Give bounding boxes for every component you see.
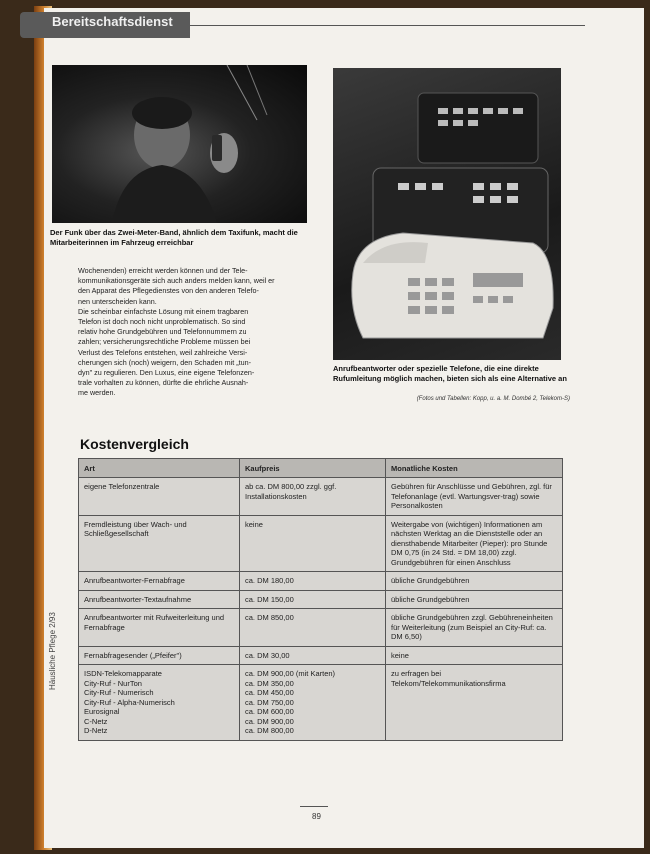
cell-monatliche-kosten — [386, 478, 563, 516]
cell-line: ca. DM 150,00 — [245, 594, 294, 604]
cell-kaufpreis — [240, 478, 386, 516]
cell-line: Gebühren für Anschlüsse und Gebühren, zgl. für Telefonanlage (evtl. Wartungsver-trag) sowie Personalkosten — [391, 482, 552, 510]
cell-line: ca. DM 600,00 — [245, 707, 294, 716]
cell-kaufpreis — [240, 572, 386, 591]
cell-art — [79, 515, 240, 572]
cell-line: ab ca. DM 800,00 zzgl. ggf. Installationskosten — [245, 482, 337, 501]
body-line: nen unterscheiden kann. — [78, 296, 157, 306]
cell-monatliche-kosten — [386, 609, 563, 647]
body-paragraph — [78, 266, 311, 399]
table-row — [79, 572, 563, 591]
cell-line: ca. DM 30,00 — [245, 650, 290, 660]
column-header-kaufpreis: Kaufpreis — [240, 459, 386, 478]
cell-monatliche-kosten — [386, 646, 563, 665]
photo-telephones — [333, 68, 561, 360]
body-line: Die scheinbar einfachste Lösung mit einem tragbaren — [78, 306, 249, 316]
cell-line: City-Ruf - Numerisch — [84, 688, 154, 697]
body-line: Wochenenden) erreicht werden können und der Tele- — [78, 266, 248, 275]
cell-line: übliche Grundgebühren — [391, 576, 470, 585]
cell-line: ca. DM 850,00 — [245, 613, 294, 622]
caption-right-photo: Anrufbeantworter oder spezielle Telefone, die eine direkte Rufumleitung möglich machen, bieten sich als eine Alternative an — [333, 364, 567, 383]
cell-art — [79, 590, 240, 609]
body-line: kommunikationsgeräte sich auch anders melden kann, weil er — [78, 276, 275, 286]
cell-line: keine — [245, 519, 263, 529]
cell-line: Anrufbeantworter-Fernabfrage — [84, 576, 185, 585]
table-row — [79, 590, 563, 609]
column-header-monatliche-kosten: Monatliche Kosten — [386, 459, 563, 478]
cell-line: ca. DM 900,00 (mit Karten) — [245, 669, 336, 678]
header-title: Bereitschaftsdienst — [52, 14, 173, 29]
table-row — [79, 515, 563, 572]
cell-line: übliche Grundgebühren — [391, 594, 470, 604]
table-row — [79, 609, 563, 647]
cell-art — [79, 609, 240, 647]
cell-line: Anrufbeantworter-Textaufnahme — [84, 594, 192, 604]
radio-operator-illustration — [52, 65, 307, 223]
cell-line: ca. DM 900,00 — [245, 716, 294, 726]
telephones-illustration — [333, 68, 561, 360]
cell-line: C-Netz — [84, 716, 108, 726]
caption-left-photo: Der Funk über das Zwei-Meter-Band, ähnlich dem Taxifunk, macht die Mitarbeiterinnen im Fahrzeug erreichbar — [50, 228, 298, 247]
cell-line: zu erfragen bei Telekom/Telekommunikationsfirma — [391, 669, 506, 688]
body-line: dyn" zu regulieren. Den Luxus, eine eigene Telefonzen- — [78, 368, 255, 378]
table-row — [79, 478, 563, 516]
cell-art — [79, 646, 240, 665]
cell-line: Fremdleistung über Wach- und Schließgesellschaft — [84, 519, 187, 538]
body-line: trale vorhalten zu können, dürfte die ehrliche Ausnah- — [78, 378, 249, 388]
body-line: cherungen sich (noch) weigern, den Schaden mit „tun- — [78, 357, 251, 367]
body-line: relativ hohe Grundgebühren und Telefonnummern zu — [78, 327, 247, 337]
section-title: Kostenvergleich — [80, 436, 189, 452]
cell-line: ISDN-Telekomapparate — [84, 669, 162, 678]
journal-side-label: Häusliche Pflege 2/93 — [48, 612, 57, 690]
cell-line: City-Ruf - Alpha-Numerisch — [84, 697, 175, 707]
table-header-row — [79, 459, 563, 478]
cell-kaufpreis — [240, 515, 386, 572]
cell-kaufpreis — [240, 646, 386, 665]
cell-art — [79, 572, 240, 591]
cell-line: keine — [391, 650, 409, 660]
cell-line: City-Ruf - NurTon — [84, 678, 142, 688]
cell-line: eigene Telefonzentrale — [84, 482, 160, 491]
cell-line: ca. DM 750,00 — [245, 697, 294, 707]
table-row — [79, 646, 563, 665]
cell-line: übliche Grundgebühren zzgl. Gebühreneinheiten für Weiterleitung (zum Beispiel an City-Ruf: ca. DM 6,50) — [391, 613, 553, 641]
cell-line: ca. DM 450,00 — [245, 688, 294, 697]
body-line: me werden. — [78, 388, 116, 398]
page-number: 89 — [312, 812, 321, 821]
cell-monatliche-kosten — [386, 665, 563, 741]
cell-kaufpreis — [240, 609, 386, 647]
photo-credit: (Fotos und Tabellen: Kopp, u. a. M. Dombé 2, Telekom-S) — [416, 396, 570, 402]
header-rule — [190, 25, 585, 26]
body-line: den Apparat des Pflegedienstes von den anderen Telefo- — [78, 286, 259, 296]
cell-line: Weitergabe von (wichtigen) Informationen am nächsten Werktag an die Dienststelle oder an diensthabende Mitarbeiter (Pieper): pro Stunde DM 0,75 (in 24 Std. = DM 18,00) zzgl. Grundgebühren für einen Anschluss — [391, 519, 548, 567]
photo-radio-operator — [52, 65, 307, 223]
cell-monatliche-kosten — [386, 515, 563, 572]
page-number-rule — [300, 806, 328, 807]
cell-line: ca. DM 180,00 — [245, 576, 294, 585]
cell-line: ca. DM 350,00 — [245, 678, 294, 688]
cell-line: Anrufbeantworter mit Rufweiterleitung und Fernabfrage — [84, 613, 225, 632]
cell-art — [79, 478, 240, 516]
table-row — [79, 665, 563, 741]
cell-kaufpreis — [240, 590, 386, 609]
body-line: Verlust des Telefons entstehen, weil zahlreiche Versi- — [78, 347, 248, 357]
cell-line: D-Netz — [84, 726, 108, 735]
cell-line: Eurosignal — [84, 707, 120, 716]
cell-line: Fernabfragesender („Pfeifer") — [84, 650, 182, 660]
body-line: Telefon ist doch noch nicht unproblematisch. So sind — [78, 317, 246, 327]
cell-art — [79, 665, 240, 741]
cell-line: ca. DM 800,00 — [245, 726, 294, 735]
cost-comparison-table — [78, 458, 563, 741]
column-header-art: Art — [79, 459, 240, 478]
cell-monatliche-kosten — [386, 590, 563, 609]
cell-monatliche-kosten — [386, 572, 563, 591]
body-line: zahlen; versicherungsrechtliche Probleme müssen bei — [78, 337, 251, 347]
cell-kaufpreis — [240, 665, 386, 741]
